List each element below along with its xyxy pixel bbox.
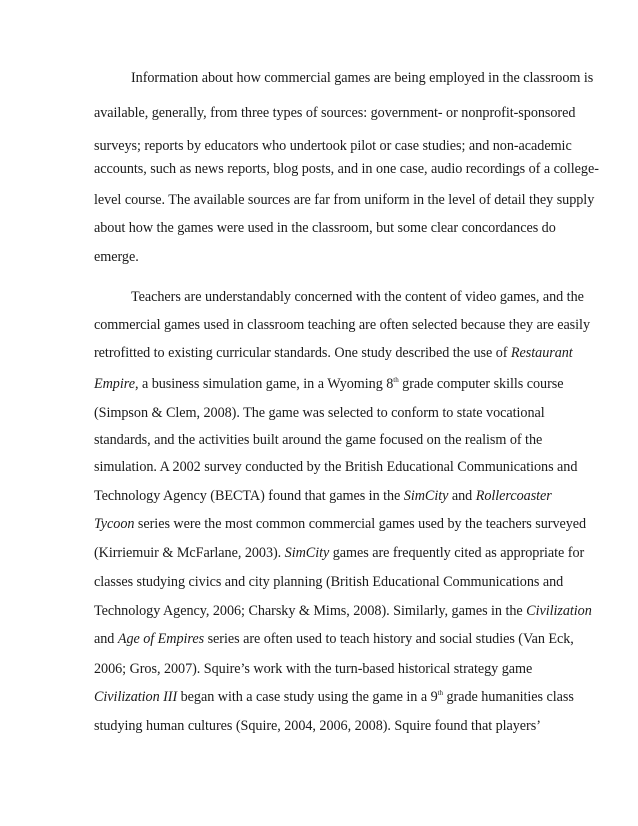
ordinal-superscript: th [393,376,399,384]
paragraph-2-line-3 [94,344,573,362]
game-title-restaurant: Restaurant [510,345,573,361]
text-run: and [448,488,476,504]
game-title-civilization: Civilization [526,603,592,619]
game-title-rollercoaster: Rollercoaster [475,488,552,504]
game-title-age-of-empires: Age of Empires [117,631,205,647]
paragraph-2-line-15 [94,688,574,708]
paragraph-2-line-16: studying human cultures (Squire, 2004, 2006, 2008). Squire found that players’ [94,718,541,734]
paragraph-2-line-9 [94,515,586,533]
paragraph-1-line-3: surveys; reports by educators who undertook pilot or case studies; and non-academic [94,138,572,154]
text-run: retrofitted to existing curricular standards. One study described the use of [94,345,511,361]
text-run: grade humanities class [443,689,574,705]
text-run: grade computer skills course [398,376,564,392]
paragraph-2-line-5: (Simpson & Clem, 2008). The game was selected to conform to state vocational [94,405,545,421]
text-run: games are frequently cited as appropriate for [329,545,585,561]
text-run: and [94,631,118,647]
paragraph-1-line-6: about how the games were used in the classroom, but some clear concordances do [94,220,556,236]
paragraph-2-line-8 [94,487,552,505]
paragraph-1-line-4: accounts, such as news reports, blog posts, and in one case, audio recordings of a college- [94,161,599,177]
paragraph-2-line-12 [94,602,592,620]
text-run: (Kirriemuir & McFarlane, 2003). [94,545,285,561]
text-run: Technology Agency, 2006; Charsky & Mims, 2008). Similarly, games in the [94,603,527,619]
paragraph-2-line-4 [94,375,563,395]
paragraph-1-line-2: available, generally, from three types of sources: government- or nonprofit-sponsored [94,105,576,121]
text-run: series are often used to teach history and social studies (Van Eck, [204,631,574,647]
text-run: began with a case study using the game in a 9 [177,689,438,705]
paragraph-2-line-6: standards, and the activities built around the game focused on the realism of the [94,432,543,448]
game-title-civilization-iii: Civilization III [94,689,178,705]
paragraph-1-line-7: emerge. [94,249,139,265]
ordinal-superscript: th [437,689,443,697]
paragraph-2-line-10 [94,544,584,562]
paragraph-1-line-1: Information about how commercial games are being employed in the classroom is [131,70,594,86]
paragraph-2-line-14: 2006; Gros, 2007). Squire’s work with the turn-based historical strategy game [94,661,533,677]
text-run: series were the most common commercial games used by the teachers surveyed [134,516,587,532]
game-title-simcity: SimCity [403,488,449,504]
paragraph-2-line-2: commercial games used in classroom teaching are often selected because they are easily [94,317,590,333]
text-run: Technology Agency (BECTA) found that games in the [94,488,404,504]
game-title-simcity: SimCity [284,545,330,561]
paragraph-2-line-1: Teachers are understandably concerned with the content of video games, and the [131,289,584,305]
paragraph-2-line-11: classes studying civics and city planning (British Educational Communications and [94,574,564,590]
text-run: , a business simulation game, in a Wyoming 8 [134,376,394,392]
game-title-empire: Empire [94,376,135,392]
game-title-tycoon: Tycoon [94,516,135,532]
paragraph-2-line-7: simulation. A 2002 survey conducted by the British Educational Communications and [94,459,578,475]
paragraph-1-line-5: level course. The available sources are far from uniform in the level of detail they supply [94,192,595,208]
paragraph-2-line-13 [94,630,574,648]
